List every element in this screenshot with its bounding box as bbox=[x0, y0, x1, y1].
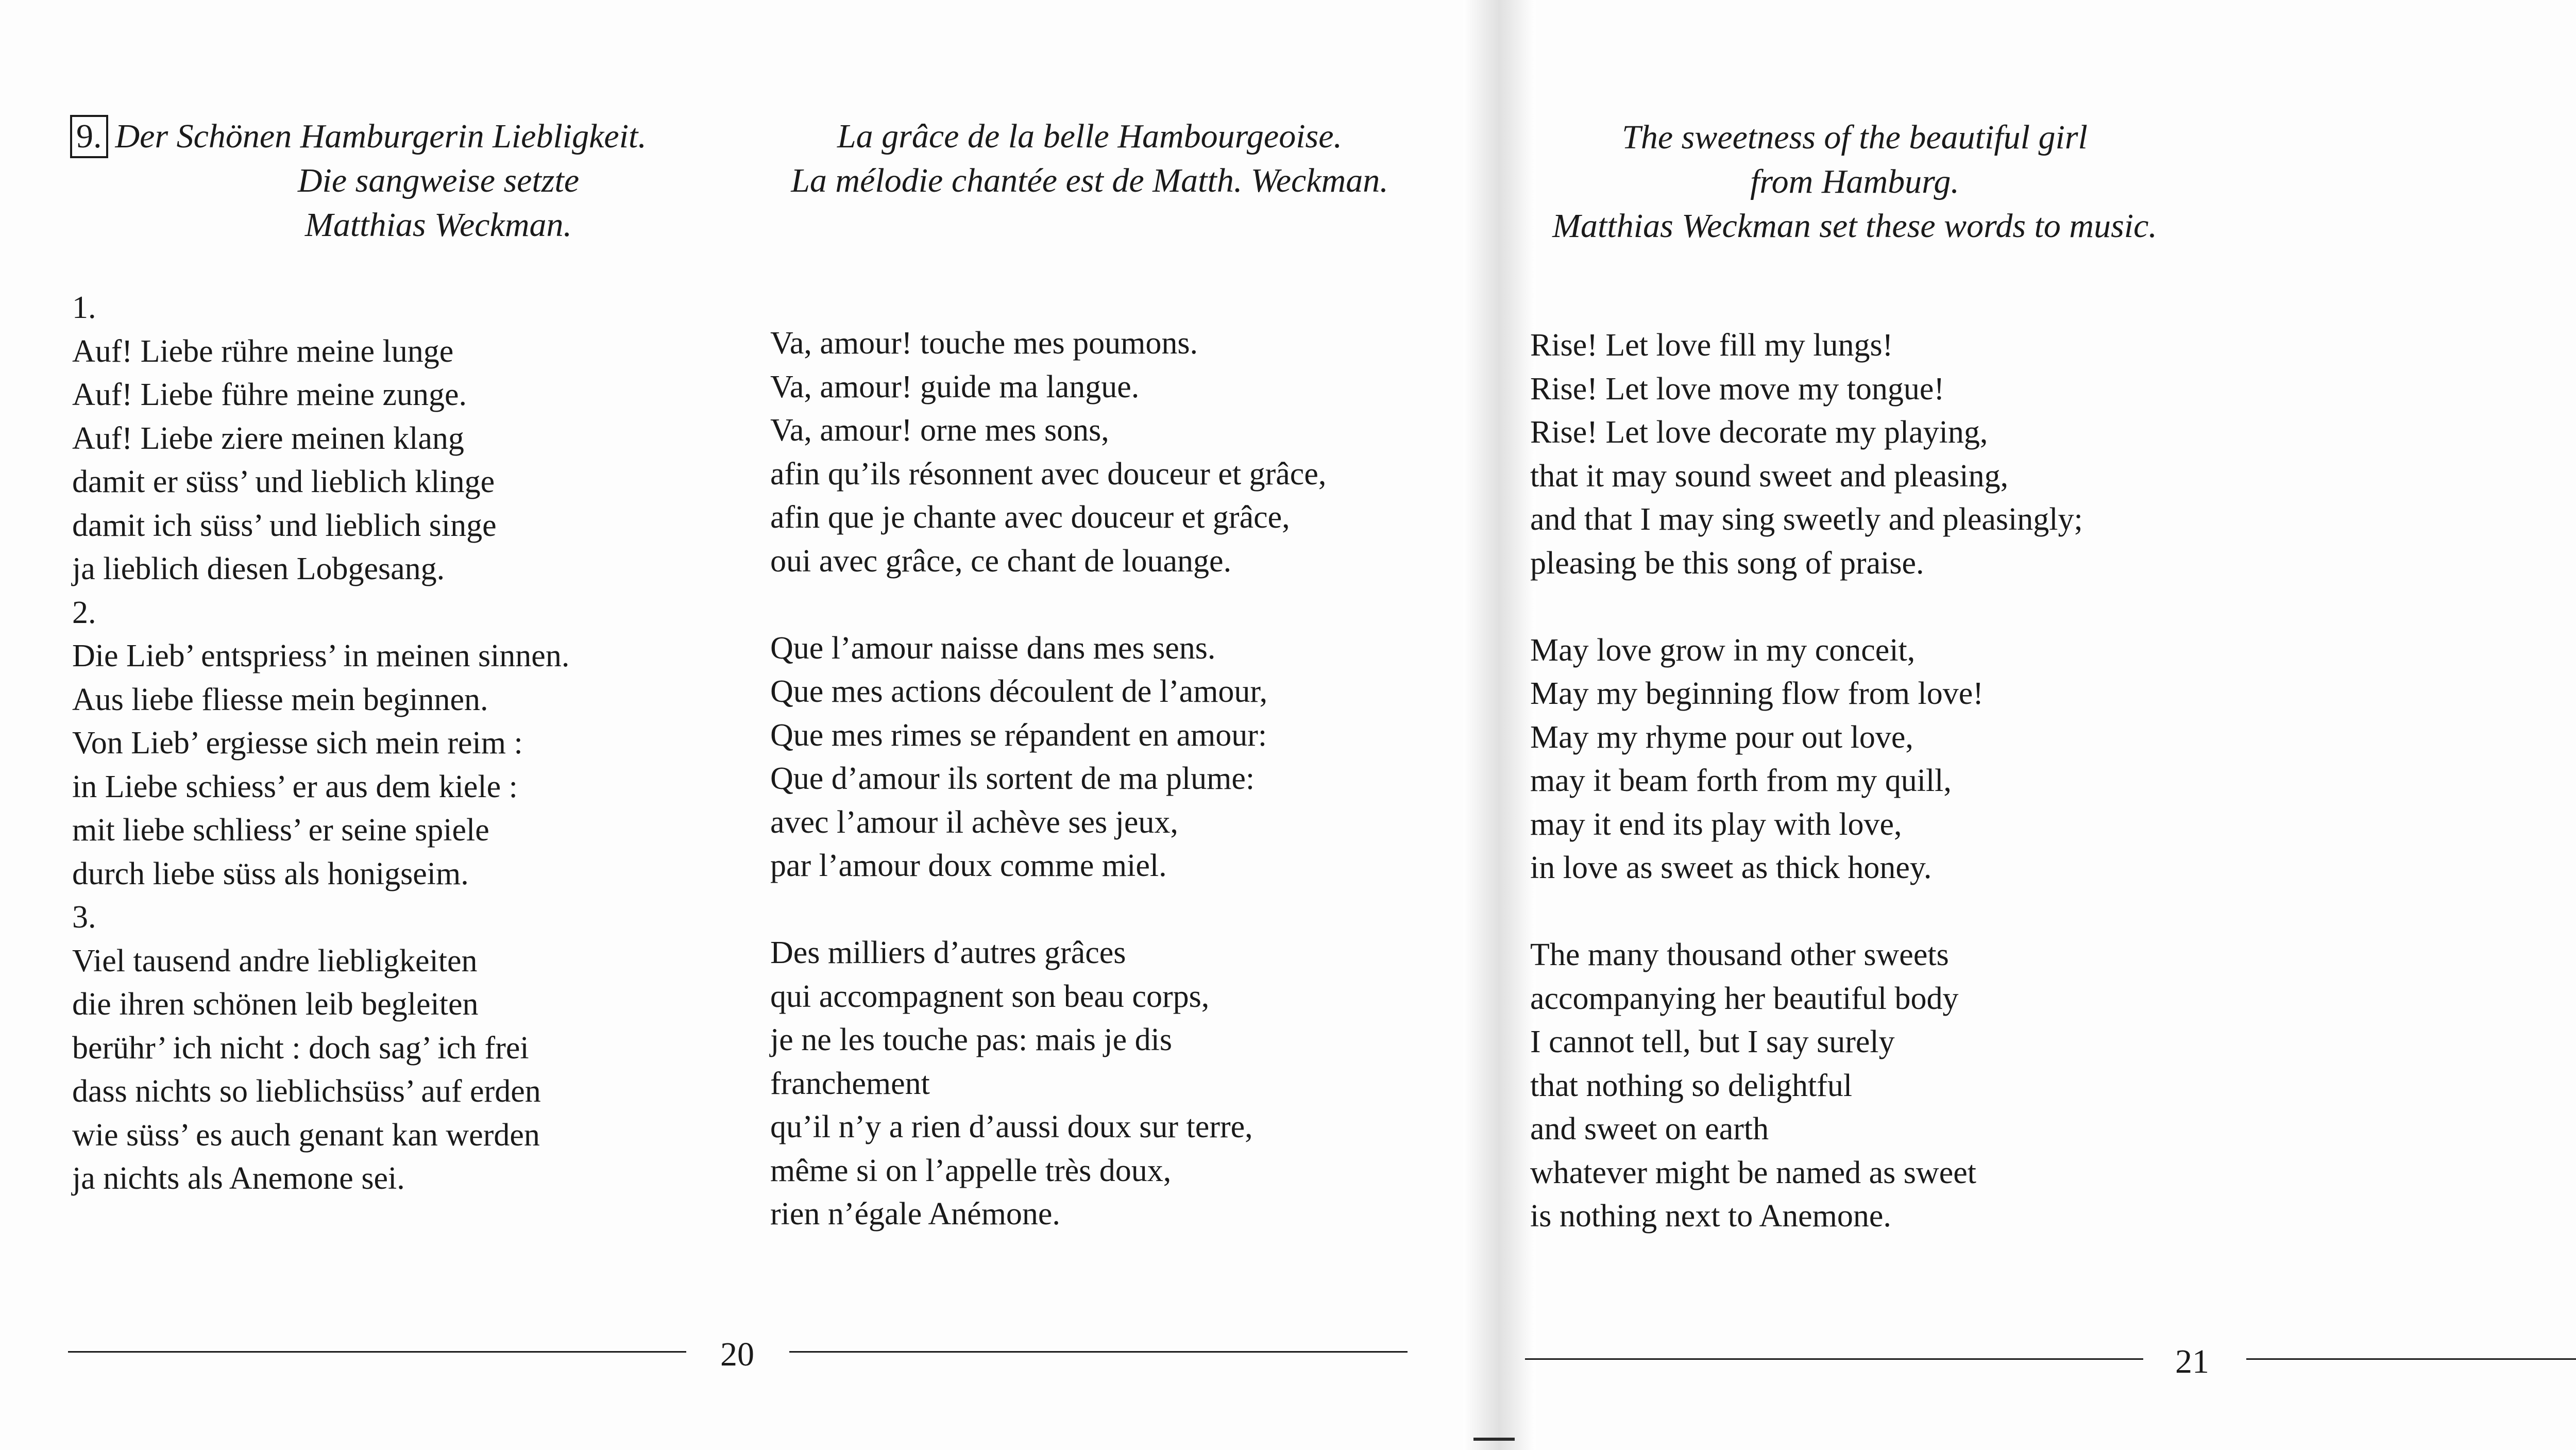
german-line: Von Lieb’ ergiesse sich mein reim : bbox=[72, 726, 523, 761]
german-line: Auf! Liebe führe meine zunge. bbox=[72, 377, 467, 412]
english-heading-line-1: The sweetness of the beautiful girl bbox=[1622, 119, 2088, 156]
french-heading-line-2: La mélodie chantée est de Matth. Weckman. bbox=[791, 162, 1388, 199]
stanza-gap bbox=[770, 888, 1326, 932]
german-line: Viel tausend andre liebligkeiten bbox=[72, 943, 478, 979]
english-line: May my rhyme pour out love, bbox=[1530, 719, 1913, 755]
german-line: Auf! Liebe ziere meinen klang bbox=[72, 420, 464, 456]
french-line: Que mes rimes se répandent en amour: bbox=[770, 717, 1267, 753]
german-line: die ihren schönen leib begleiten bbox=[72, 987, 479, 1022]
german-text bbox=[72, 286, 569, 1201]
german-line: 2. bbox=[72, 595, 96, 630]
french-line: Va, amour! touche mes poumons. bbox=[770, 326, 1198, 361]
german-line: berühr’ ich nicht : doch sag’ ich frei bbox=[72, 1030, 529, 1066]
english-line: that nothing so delightful bbox=[1530, 1068, 1853, 1103]
english-line: whatever might be named as sweet bbox=[1530, 1155, 1976, 1190]
french-line: qu’il n’y a rien d’aussi doux sur terre, bbox=[770, 1109, 1253, 1144]
english-line: may it end its play with love, bbox=[1530, 806, 1902, 842]
german-line: durch liebe süss als honigseim. bbox=[72, 856, 469, 891]
footer-rule-left-b bbox=[789, 1351, 1408, 1353]
german-line: damit er süss’ und lieblich klinge bbox=[72, 464, 495, 499]
french-line: je ne les touche pas: mais je dis bbox=[770, 1022, 1172, 1057]
french-line: Va, amour! guide ma langue. bbox=[770, 369, 1140, 404]
stanza-gap bbox=[1530, 585, 2083, 629]
german-line: ja nichts als Anemone sei. bbox=[72, 1161, 405, 1196]
english-line: is nothing next to Anemone. bbox=[1530, 1199, 1891, 1234]
english-heading bbox=[1520, 115, 2190, 248]
german-line: 1. bbox=[72, 290, 96, 325]
german-heading-line-2: Die sangweise setzte bbox=[297, 162, 580, 199]
english-line: Rise! Let love fill my lungs! bbox=[1530, 328, 1893, 363]
german-heading-line-1 bbox=[70, 114, 740, 159]
german-heading bbox=[70, 114, 740, 247]
french-line: Que d’amour ils sortent de ma plume: bbox=[770, 761, 1255, 796]
french-line: Que mes actions découlent de l’amour, bbox=[770, 674, 1268, 709]
french-line: afin qu’ils résonnent avec douceur et grâce, bbox=[770, 456, 1327, 492]
english-line: The many thousand other sweets bbox=[1530, 937, 1949, 972]
german-line: damit ich süss’ und lieblich singe bbox=[72, 508, 497, 543]
german-line: dass nichts so lieblichsüss’ auf erden bbox=[72, 1074, 541, 1109]
english-line: May my beginning flow from love! bbox=[1530, 676, 1984, 711]
stanza-gap bbox=[770, 583, 1326, 627]
french-line: qui accompagnent son beau corps, bbox=[770, 979, 1210, 1014]
french-line: même si on l’appelle très doux, bbox=[770, 1153, 1172, 1188]
english-line: accompanying her beautiful body bbox=[1530, 981, 1959, 1016]
gutter-mark bbox=[1473, 1438, 1515, 1441]
english-line: Rise! Let love decorate my playing, bbox=[1530, 415, 1988, 450]
english-heading-line-2: from Hamburg. bbox=[1750, 163, 1959, 200]
english-line: may it beam forth from my quill, bbox=[1530, 763, 1952, 798]
footer-rule-left-a bbox=[68, 1351, 686, 1353]
page-number-left: 20 bbox=[720, 1336, 754, 1373]
french-line: avec l’amour il achève ses jeux, bbox=[770, 804, 1178, 840]
english-line: and sweet on earth bbox=[1530, 1111, 1769, 1146]
footer-rule-right-a bbox=[1525, 1358, 2143, 1360]
german-line: Die Lieb’ entspriess’ in meinen sinnen. bbox=[72, 638, 570, 673]
french-line: franchement bbox=[770, 1066, 930, 1101]
french-line: Que l’amour naisse dans mes sens. bbox=[770, 630, 1216, 666]
english-line: May love grow in my conceit, bbox=[1530, 632, 1916, 668]
footer-rule-right-b bbox=[2246, 1358, 2576, 1360]
french-line: par l’amour doux comme miel. bbox=[770, 848, 1167, 883]
german-line: in Liebe schiess’ er aus dem kiele : bbox=[72, 769, 518, 804]
german-heading-line-3: Matthias Weckman. bbox=[304, 206, 572, 244]
english-heading-line-3: Matthias Weckman set these words to music. bbox=[1552, 207, 2157, 245]
english-text bbox=[1530, 324, 2083, 1238]
german-title: Der Schönen Hamburgerin Liebligkeit. bbox=[115, 117, 647, 155]
english-line: I cannot tell, but I say surely bbox=[1530, 1024, 1895, 1059]
english-line: and that I may sing sweetly and pleasingly; bbox=[1530, 502, 2083, 537]
german-line: Aus liebe fliesse mein beginnen. bbox=[72, 682, 488, 717]
german-line: Auf! Liebe rühre meine lunge bbox=[72, 333, 454, 369]
english-line: in love as sweet as thick honey. bbox=[1530, 850, 1932, 885]
german-line: ja lieblich diesen Lobgesang. bbox=[72, 551, 445, 586]
french-text bbox=[770, 322, 1326, 1236]
german-line: 3. bbox=[72, 900, 96, 935]
german-line: mit liebe schliess’ er seine spiele bbox=[72, 813, 489, 848]
french-line: afin que je chante avec douceur et grâce, bbox=[770, 500, 1290, 535]
english-line: pleasing be this song of praise. bbox=[1530, 545, 1924, 581]
french-line: oui avec grâce, ce chant de louange. bbox=[770, 543, 1232, 579]
french-heading-line-1: La grâce de la belle Hambourgeoise. bbox=[837, 117, 1343, 155]
english-line: that it may sound sweet and pleasing, bbox=[1530, 458, 2009, 494]
stanza-gap bbox=[1530, 890, 2083, 934]
english-line: Rise! Let love move my tongue! bbox=[1530, 371, 1945, 407]
song-number-box: 9. bbox=[70, 115, 108, 158]
page-number-right: 21 bbox=[2175, 1343, 2209, 1380]
german-line: wie süss’ es auch genant kan werden bbox=[72, 1117, 540, 1153]
french-line: rien n’égale Anémone. bbox=[770, 1196, 1060, 1232]
french-line: Des milliers d’autres grâces bbox=[770, 935, 1126, 970]
french-heading bbox=[773, 114, 1406, 203]
french-line: Va, amour! orne mes sons, bbox=[770, 413, 1109, 448]
